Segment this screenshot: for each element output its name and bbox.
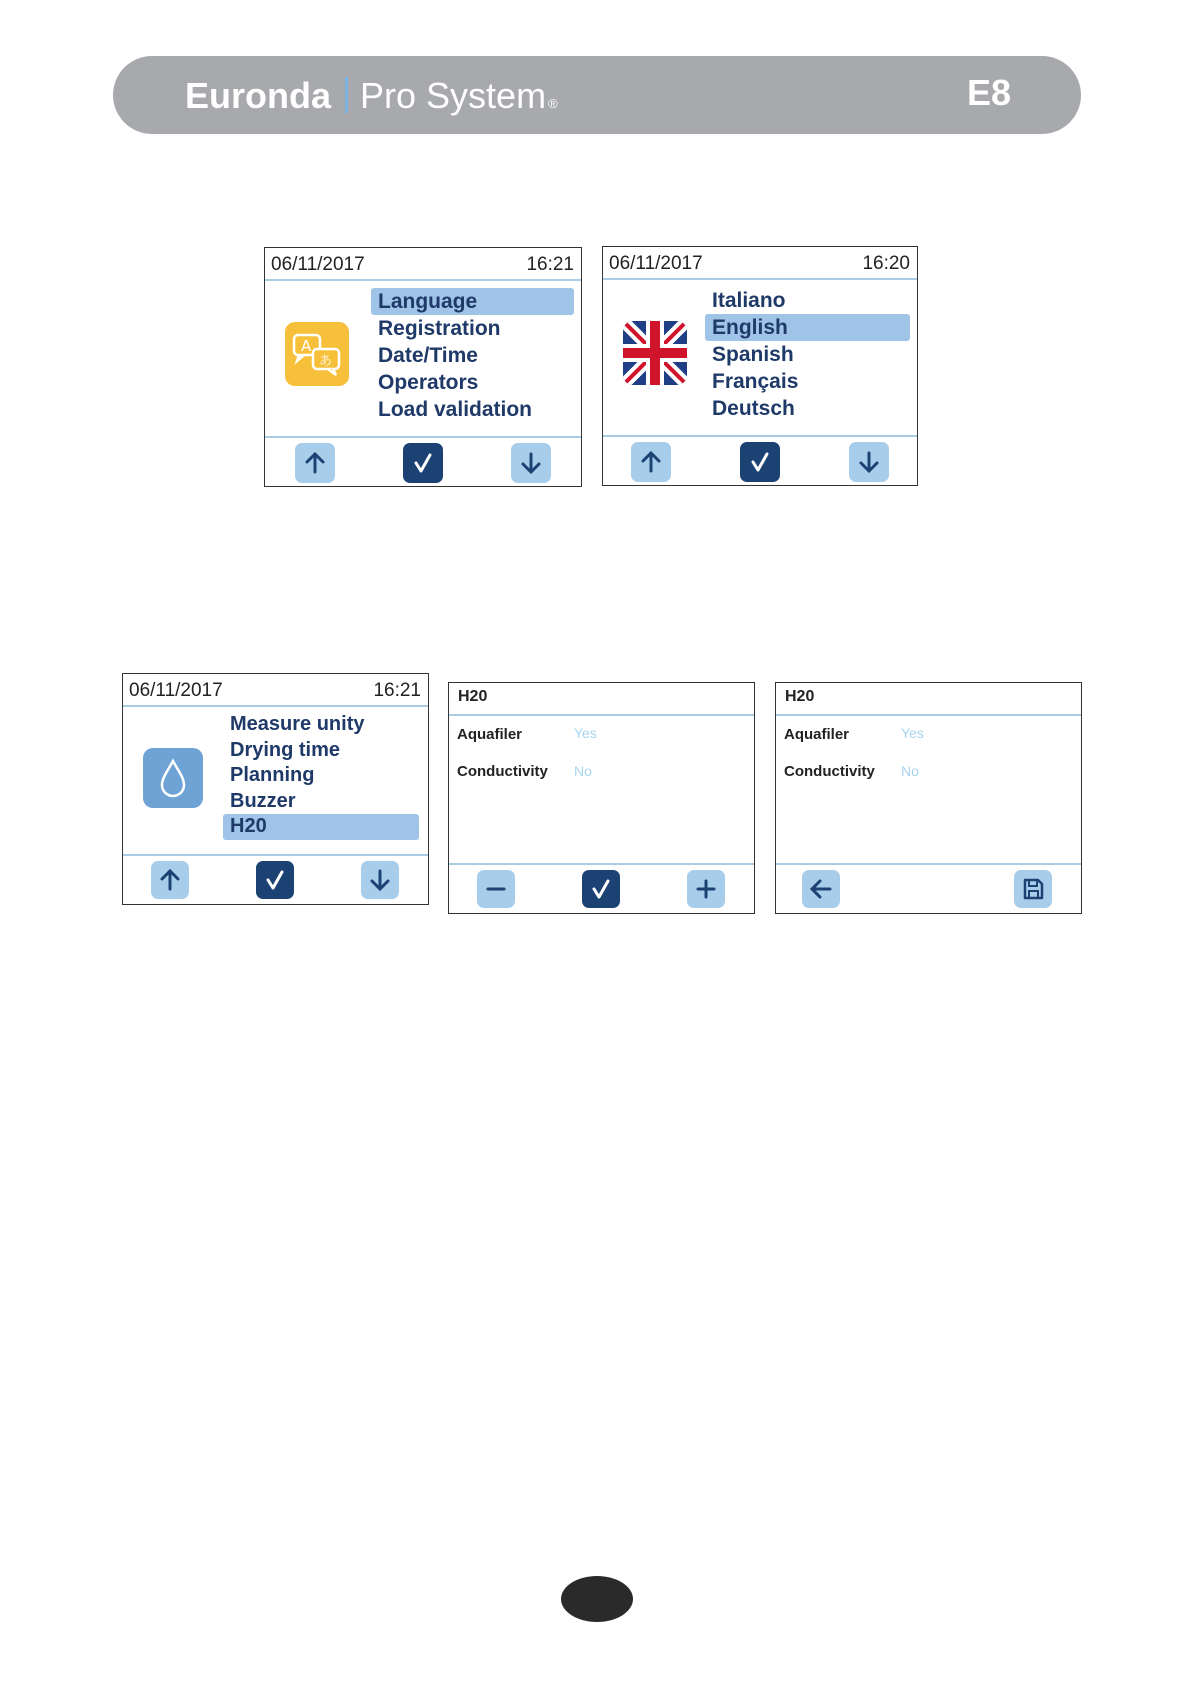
menu-item-planning[interactable]: Planning xyxy=(230,764,315,786)
menu-item-h20[interactable]: H20 xyxy=(223,814,419,840)
brand-logo xyxy=(185,72,558,117)
button-bar xyxy=(449,863,754,913)
language-option-spanish[interactable]: Spanish xyxy=(712,343,794,366)
up-button[interactable] xyxy=(295,443,335,483)
confirm-button[interactable] xyxy=(403,443,443,483)
increase-button[interactable] xyxy=(687,870,725,908)
time-display: 16:21 xyxy=(526,254,574,275)
screen-settings-menu xyxy=(264,247,582,487)
screen-h20-edit xyxy=(448,682,755,914)
aquafiler-label: Aquafiler xyxy=(784,726,850,743)
aquafiler-value[interactable]: Yes xyxy=(901,725,924,741)
date-display: 06/11/2017 xyxy=(129,680,223,701)
menu-item-date-time[interactable]: Date/Time xyxy=(378,344,478,367)
button-bar xyxy=(265,436,581,486)
status-bar xyxy=(123,674,428,707)
down-button[interactable] xyxy=(511,443,551,483)
language-option-deutsch[interactable]: Deutsch xyxy=(712,397,795,420)
date-display: 06/11/2017 xyxy=(271,254,365,275)
button-bar xyxy=(603,435,917,485)
date-display: 06/11/2017 xyxy=(609,253,703,274)
arrow-up-icon xyxy=(157,867,183,893)
confirm-check-icon xyxy=(262,867,288,893)
time-display: 16:21 xyxy=(373,680,421,701)
confirm-check-icon xyxy=(410,450,436,476)
confirm-check-icon xyxy=(747,449,773,475)
options-menu xyxy=(223,712,419,840)
conductivity-value[interactable]: No xyxy=(901,763,919,779)
product-name: Pro System xyxy=(360,75,547,116)
button-bar xyxy=(123,854,428,904)
menu-item-drying-time[interactable]: Drying time xyxy=(230,738,341,761)
menu-item-measure-unity[interactable]: Measure unity xyxy=(230,713,365,735)
aquafiler-value[interactable]: Yes xyxy=(574,725,597,741)
screen-h20-save xyxy=(775,682,1082,914)
menu-item-registration[interactable]: Registration xyxy=(378,317,501,340)
water-drop-icon xyxy=(143,748,203,808)
screen-language-select xyxy=(602,246,918,486)
plus-icon xyxy=(693,876,719,902)
menu-item-operators[interactable]: Operators xyxy=(378,371,479,394)
minus-icon xyxy=(483,876,509,902)
decrease-button[interactable] xyxy=(477,870,515,908)
confirm-button[interactable] xyxy=(582,870,620,908)
time-display: 16:20 xyxy=(862,253,910,274)
arrow-left-icon xyxy=(808,876,834,902)
language-option-francais[interactable]: Français xyxy=(712,370,799,393)
language-translate-icon xyxy=(285,322,349,386)
button-bar xyxy=(776,863,1081,913)
arrow-down-icon xyxy=(367,867,393,893)
svg-text:A: A xyxy=(301,337,312,355)
confirm-button[interactable] xyxy=(740,442,780,482)
settings-menu xyxy=(371,288,574,423)
down-button[interactable] xyxy=(361,861,399,899)
up-button[interactable] xyxy=(151,861,189,899)
save-button[interactable] xyxy=(1014,870,1052,908)
arrow-down-icon xyxy=(856,449,882,475)
back-button[interactable] xyxy=(802,870,840,908)
title-bar xyxy=(449,683,754,716)
registered-mark: ® xyxy=(548,96,558,111)
model-name: E8 xyxy=(966,72,1011,113)
document-header xyxy=(113,56,1081,134)
brand-name: Euronda xyxy=(185,75,332,116)
aquafiler-label: Aquafiler xyxy=(457,726,523,743)
language-list xyxy=(705,287,910,422)
conductivity-label: Conductivity xyxy=(457,763,548,780)
screen-title: H20 xyxy=(458,688,488,705)
title-bar xyxy=(776,683,1081,716)
menu-item-buzzer[interactable]: Buzzer xyxy=(230,789,296,812)
brand-separator xyxy=(345,77,348,113)
confirm-button[interactable] xyxy=(256,861,294,899)
up-button[interactable] xyxy=(631,442,671,482)
screen-title: H20 xyxy=(785,688,815,705)
down-button[interactable] xyxy=(849,442,889,482)
arrow-down-icon xyxy=(518,450,544,476)
menu-item-language[interactable]: Language xyxy=(371,288,574,315)
menu-item-load-validation[interactable]: Load validation xyxy=(378,398,533,421)
language-option-english[interactable]: English xyxy=(705,314,910,341)
arrow-up-icon xyxy=(638,449,664,475)
status-bar xyxy=(603,247,917,280)
arrow-up-icon xyxy=(302,450,328,476)
save-floppy-icon xyxy=(1020,876,1046,902)
conductivity-label: Conductivity xyxy=(784,763,875,780)
uk-flag-icon xyxy=(623,321,687,385)
language-option-italiano[interactable]: Italiano xyxy=(712,289,786,312)
svg-text:あ: あ xyxy=(319,354,333,369)
page-number-badge xyxy=(561,1576,633,1622)
confirm-check-icon xyxy=(588,876,614,902)
conductivity-value[interactable]: No xyxy=(574,763,592,779)
screen-options-menu xyxy=(122,673,429,905)
status-bar xyxy=(265,248,581,281)
